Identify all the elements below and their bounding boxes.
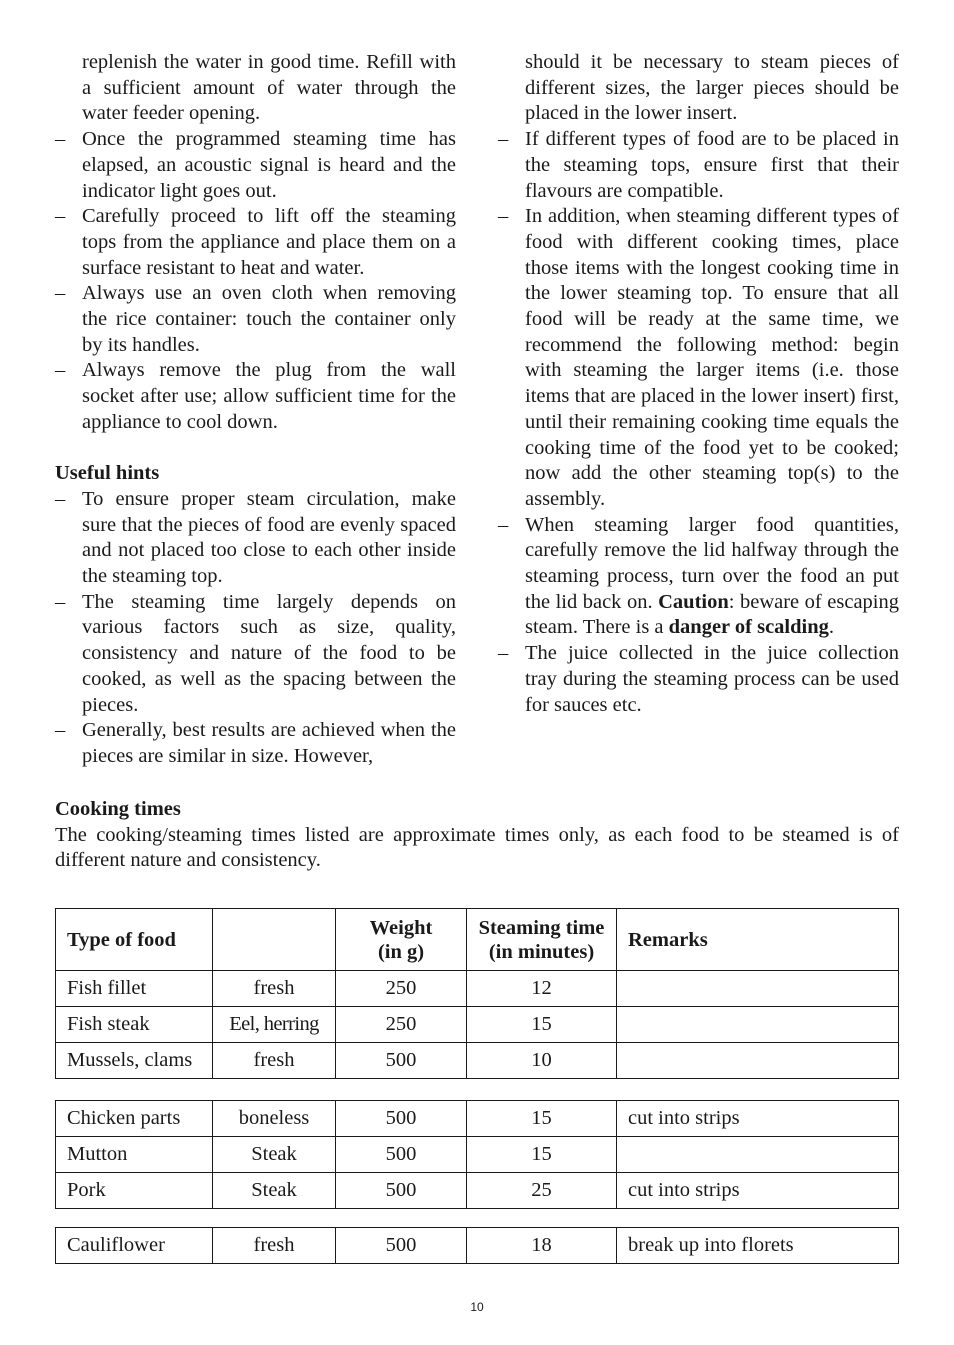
list-item [55, 204, 456, 281]
cell-variant: fresh [213, 1228, 336, 1264]
list-item-text: Always remove the plug from the wall socket after use; allow sufficient time for the appliance to cool down. [82, 359, 456, 433]
cell-remarks: cut into strips [617, 1101, 899, 1137]
dash: – [55, 359, 66, 382]
useful-hints-heading: Useful hints [55, 462, 160, 485]
hint-item [55, 718, 456, 769]
dash: – [55, 719, 66, 742]
dash: – [55, 590, 66, 613]
danger-label: danger of scalding [668, 616, 829, 639]
cooking-times-section [55, 797, 899, 874]
hint-item-text: Generally, best results are achieved when the pieces are similar in size. However, [82, 719, 456, 767]
cell-remarks: cut into strips [617, 1173, 899, 1209]
cell-weight: 500 [336, 1101, 467, 1137]
cell-time: 10 [467, 1043, 617, 1079]
header-remarks: Remarks [617, 909, 899, 971]
dash: – [498, 128, 509, 151]
hint-item-caution [498, 513, 899, 642]
cell-remarks [617, 1007, 899, 1043]
cell-variant: Steak [213, 1137, 336, 1173]
header-variant [213, 909, 336, 971]
hint-item [498, 641, 899, 718]
table-row [56, 1137, 899, 1173]
cooking-times-heading: Cooking times [55, 798, 181, 820]
cell-weight: 250 [336, 1007, 467, 1043]
caution-label: Caution [658, 590, 729, 613]
table-row [56, 1228, 899, 1264]
cell-time: 18 [467, 1228, 617, 1264]
dash: – [498, 205, 509, 228]
cell-time: 12 [467, 971, 617, 1007]
list-item-text: Always use an oven cloth when removing the rice container: touch the container only by its handles. [82, 282, 456, 356]
left-continuation-text: replenish the water in good time. Refill with a sufficient amount of water through the water feeder opening. [82, 51, 456, 125]
hint-item-text: The juice collected in the juice collection tray during the steaming process can be used for sauces etc. [525, 642, 899, 716]
list-item-text: Carefully proceed to lift off the steaming tops from the appliance and place them on a surface resistant to heat and water. [82, 205, 456, 279]
cell-variant: boneless [213, 1101, 336, 1137]
right-continuation-text: should it be necessary to steam pieces of different sizes, the larger pieces should be placed in the lower insert. [525, 51, 899, 125]
list-item-text: Once the programmed steaming time has elapsed, an acoustic signal is heard and the indicator light goes out. [82, 128, 456, 202]
hint-text-part: When steaming larger food quantities, carefully remove the lid halfway through the steaming process, turn over the food an put the lid back on. [525, 513, 899, 613]
dash: – [498, 513, 509, 536]
hint-item [498, 204, 899, 512]
cooking-table-vegetables [55, 1227, 899, 1264]
cell-food: Mussels, clams [56, 1043, 213, 1079]
left-column [55, 50, 456, 770]
cell-variant: Eel, herring [213, 1007, 336, 1043]
list-item [55, 281, 456, 358]
cell-weight: 500 [336, 1228, 467, 1264]
table-row [56, 1043, 899, 1079]
cell-time: 15 [467, 1137, 617, 1173]
cell-food: Chicken parts [56, 1101, 213, 1137]
cell-weight: 500 [336, 1043, 467, 1079]
dash: – [55, 128, 66, 151]
hint-item-text: To ensure proper steam circulation, make sure that the pieces of food are evenly spaced and not placed too close to each other inside the steaming top. [82, 487, 456, 588]
hint-item [55, 590, 456, 719]
cell-time: 15 [467, 1007, 617, 1043]
cell-food: Fish fillet [56, 971, 213, 1007]
cell-remarks [617, 1043, 899, 1079]
dash: – [55, 487, 66, 510]
dash: – [55, 282, 66, 305]
cell-variant: fresh [213, 971, 336, 1007]
cell-variant: fresh [213, 1043, 336, 1079]
cell-remarks [617, 971, 899, 1007]
cooking-table-fish [55, 908, 899, 1079]
hint-item-text: In addition, when steaming different types of food with different cooking times, place those items with the longest cooking time in the lower steaming top. To ensure that all food will be ready at the same time, we recommend the following method: begin with steaming the larger items (i.e. those items that are placed in the lower insert) first, until their remaining cooking time equals the cooking time of the food yet to be cooked; now add the other steaming top(s) to the assembly. [525, 205, 899, 510]
hint-item-text: If different types of food are to be placed in the steaming tops, ensure first that their flavours are compatible. [525, 128, 899, 202]
right-column [498, 50, 899, 718]
header-steaming-time: Steaming time (in minutes) [467, 909, 617, 971]
dash: – [498, 642, 509, 665]
dash: – [55, 205, 66, 228]
cell-variant: Steak [213, 1173, 336, 1209]
cell-remarks: break up into florets [617, 1228, 899, 1264]
cell-weight: 500 [336, 1173, 467, 1209]
cell-time: 25 [467, 1173, 617, 1209]
hint-text-part: : beware of escaping steam. There is a [525, 590, 899, 639]
cell-food: Pork [56, 1173, 213, 1209]
cell-time: 15 [467, 1101, 617, 1137]
cell-food: Fish steak [56, 1007, 213, 1043]
list-item [55, 127, 456, 204]
hint-item-text: The steaming time largely depends on various factors such as size, quality, consistency and nature of the food to be cooked, as well as the spacing between the pieces. [82, 590, 456, 716]
header-weight: Weight (in g) [336, 909, 467, 971]
table-row [56, 1101, 899, 1137]
cell-weight: 500 [336, 1137, 467, 1173]
header-type-of-food: Type of food [56, 909, 213, 971]
list-item [55, 358, 456, 435]
hint-text-part: . [828, 616, 834, 639]
table-row [56, 1173, 899, 1209]
cooking-table-meat [55, 1100, 899, 1209]
hint-item [498, 127, 899, 204]
table-header-row [56, 909, 899, 971]
page-number: 10 [470, 1300, 484, 1314]
cell-food: Mutton [56, 1137, 213, 1173]
cell-food: Cauliflower [56, 1228, 213, 1264]
cooking-times-intro: The cooking/steaming times listed are approximate times only, as each food to be steamed is of different nature and consistency. [55, 823, 899, 872]
hint-item [55, 487, 456, 590]
cell-weight: 250 [336, 971, 467, 1007]
table-row [56, 1007, 899, 1043]
cell-remarks [617, 1137, 899, 1173]
table-row [56, 971, 899, 1007]
